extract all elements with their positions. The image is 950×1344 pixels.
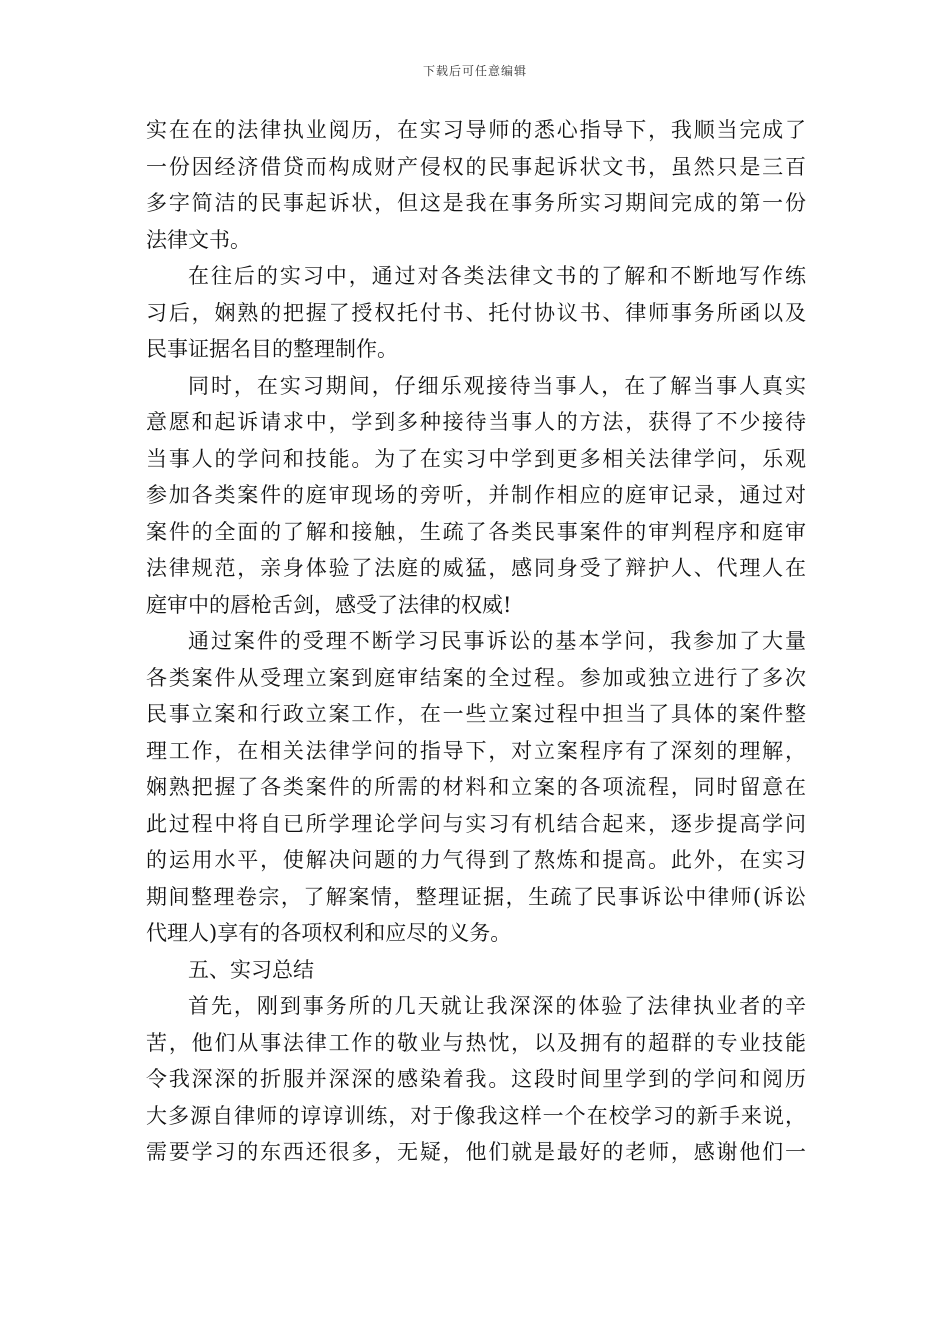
page-header: 下载后可任意编辑 (422, 64, 527, 78)
text-line: 理工作，在相关法律学问的指导下，对立案程序有了深刻的理解， (146, 738, 806, 763)
text-line: 同时，在实习期间，仔细乐观接待当事人，在了解当事人真实 (188, 373, 806, 398)
text-line: 当事人的学问和技能。为了在实习中学到更多相关法律学问，乐观 (146, 446, 806, 471)
text-line: 习后，娴熟的把握了授权托付书、托付协议书、律师事务所函以及 (146, 300, 806, 325)
text-line: 需要学习的东西还很多，无疑，他们就是最好的老师，感谢他们一 (146, 1140, 806, 1164)
text-line: 首先，刚到事务所的几天就让我深深的体验了法律执业者的辛 (188, 994, 806, 1018)
body-text (146, 112, 806, 1171)
text-line: 法律文书。 (146, 227, 251, 252)
text-line: 意愿和起诉请求中，学到多种接待当事人的方法，获得了不少接待 (146, 410, 806, 434)
text-line: 期间整理卷宗，了解案情，整理证据，生疏了民事诉讼中律师(诉讼 (146, 884, 806, 909)
text-line: 苦，他们从事法律工作的敬业与热忱，以及拥有的超群的专业技能 (146, 1030, 806, 1055)
text-line: 民事立案和行政立案工作，在一些立案过程中担当了具体的案件整 (146, 702, 806, 726)
text-line: 五、实习总结 (188, 957, 314, 982)
text-line: 参加各类案件的庭审现场的旁听，并制作相应的庭审记录，通过对 (146, 483, 806, 507)
text-line: 一份因经济借贷而构成财产侵权的民事起诉状文书，虽然只是三百 (146, 154, 806, 179)
text-line: 的运用水平，使解决问题的力气得到了熬炼和提高。此外，在实习 (146, 848, 806, 872)
text-line: 案件的全面的了解和接触，生疏了各类民事案件的审判程序和庭审 (146, 519, 806, 544)
text-line: 民事证据名目的整理制作。 (146, 337, 398, 361)
text-line: 在往后的实习中，通过对各类法律文书的了解和不断地写作练 (188, 264, 806, 288)
text-line: 娴熟把握了各类案件的所需的材料和立案的各项流程，同时留意在 (146, 775, 806, 799)
text-line: 代理人)享有的各项权利和应尽的义务。 (146, 921, 512, 945)
text-line: 庭审中的唇枪舌剑，感受了法律的权威! (146, 592, 512, 617)
text-line: 此过程中将自已所学理论学问与实习有机结合起来，逐步提高学问 (146, 811, 806, 836)
text-line: 多字简洁的民事起诉状，但这是我在事务所实习期间完成的第一份 (146, 191, 806, 215)
text-line: 实在在的法律执业阅历，在实习导师的悉心指导下，我顺当完成了 (146, 118, 806, 142)
text-line: 各类案件从受理立案到庭审结案的全过程。参加或独立进行了多次 (146, 665, 806, 690)
text-line: 大多源自律师的谆谆训练，对于像我这样一个在校学习的新手来说， (146, 1103, 806, 1128)
text-line: 令我深深的折服并深深的感染着我。这段时间里学到的学问和阅历 (146, 1067, 806, 1091)
text-line: 法律规范，亲身体验了法庭的威猛，感同身受了辩护人、代理人在 (146, 556, 806, 580)
text-line: 通过案件的受理不断学习民事诉讼的基本学问，我参加了大量 (188, 629, 806, 653)
